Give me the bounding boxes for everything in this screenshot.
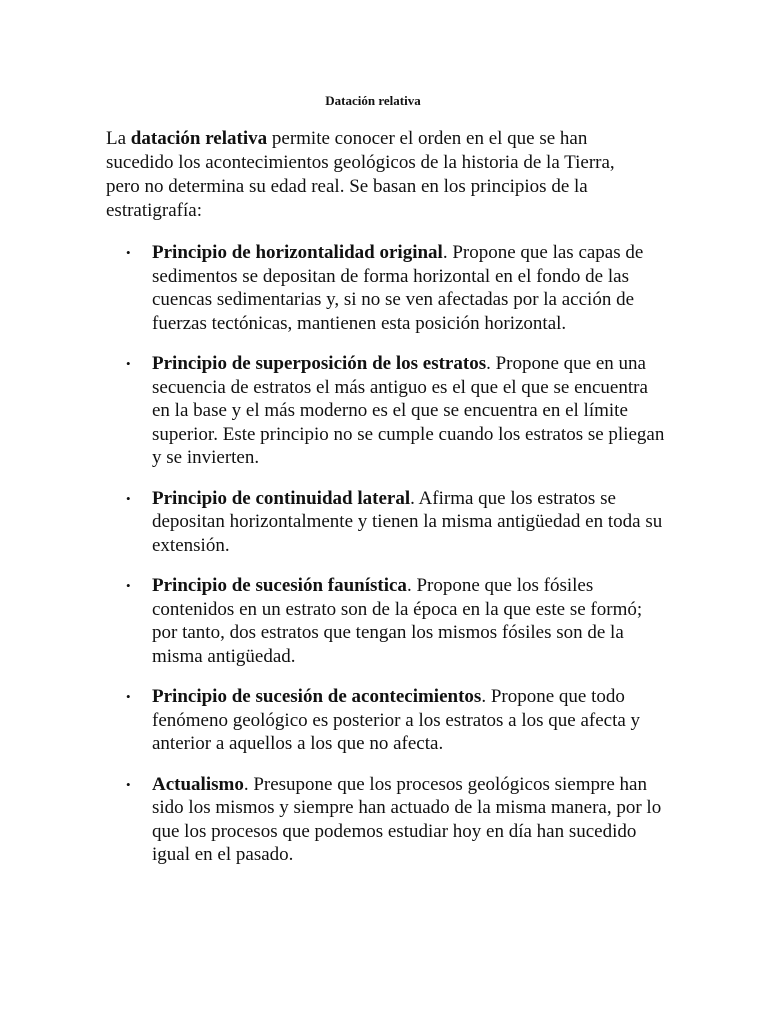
intro-rest: permite conocer el orden en el que se han sucedido los acontecimientos geológicos de la historia de la Tierra, pero no determina su edad real. Se basan en los principios de la estratigrafía:: [106, 128, 615, 221]
principle-horizontalidad: [106, 241, 666, 335]
principle-title: Principio de sucesión faunística: [152, 575, 407, 596]
principle-title: Principio de continuidad lateral: [152, 487, 411, 509]
intro-term: datación relativa: [130, 128, 268, 149]
principle-title: Principio de horizontalidad original: [152, 242, 443, 263]
bullet-glyph: •: [126, 245, 131, 260]
principle-text: . Propone que las capas de sedimentos se depositan de forma horizontal en el fondo de las cuencas sedimentarias y, si no se ven afectadas por la acción de fuerzas tectónicas, mantienen esta posición horizontal.: [152, 242, 644, 334]
principle-text: . Propone que todo fenómeno geológico es posterior a los estratos a los que afecta y anterior a aquellos a los que no afecta.: [152, 686, 641, 754]
principle-sucesion-acontecimientos: [106, 685, 666, 756]
principle-text: . Propone que los fósiles contenidos en un estrato son de la época en la que este se formó; por tanto, dos estratos que tengan los mismos fósiles son de la misma antigüedad.: [152, 575, 643, 667]
bullet-glyph: •: [126, 578, 131, 593]
principle-text: . Propone que en una secuencia de estratos el más antiguo es el que el que se encuentra en la base y el más moderno es el que se encuentra en el límite superior. Este principio no se cumple cuando los estratos se pliegan y se invierten.: [152, 353, 665, 468]
bullet-glyph: •: [126, 490, 131, 506]
bullet-glyph: •: [126, 776, 131, 792]
bullet-glyph: •: [126, 689, 131, 704]
principle-continuidad: [106, 487, 666, 558]
principle-title: Actualismo: [152, 773, 244, 795]
principle-text: . Afirma que los estratos se depositan horizontalmente y tienen la misma antigüedad en toda su extensión.: [152, 487, 663, 556]
principle-sucesion-faunistica: [106, 574, 666, 668]
bullet-glyph: •: [126, 356, 131, 371]
principle-title: Principio de superposición de los estratos: [152, 353, 487, 374]
principle-superposicion: [106, 352, 666, 470]
principles-list: [106, 241, 666, 884]
intro-paragraph: [106, 127, 646, 223]
principle-actualismo: [106, 773, 666, 867]
principle-text: . Presupone que los procesos geológicos siempre han sido los mismos y siempre han actuado de la misma manera, por lo que los procesos que podemos estudiar hoy en día han sucedido igual en el pasado.: [152, 773, 662, 865]
intro-lead: La: [106, 128, 131, 149]
document-title: Datación relativa: [325, 93, 421, 108]
principle-title: Principio de sucesión de acontecimientos: [152, 686, 482, 707]
